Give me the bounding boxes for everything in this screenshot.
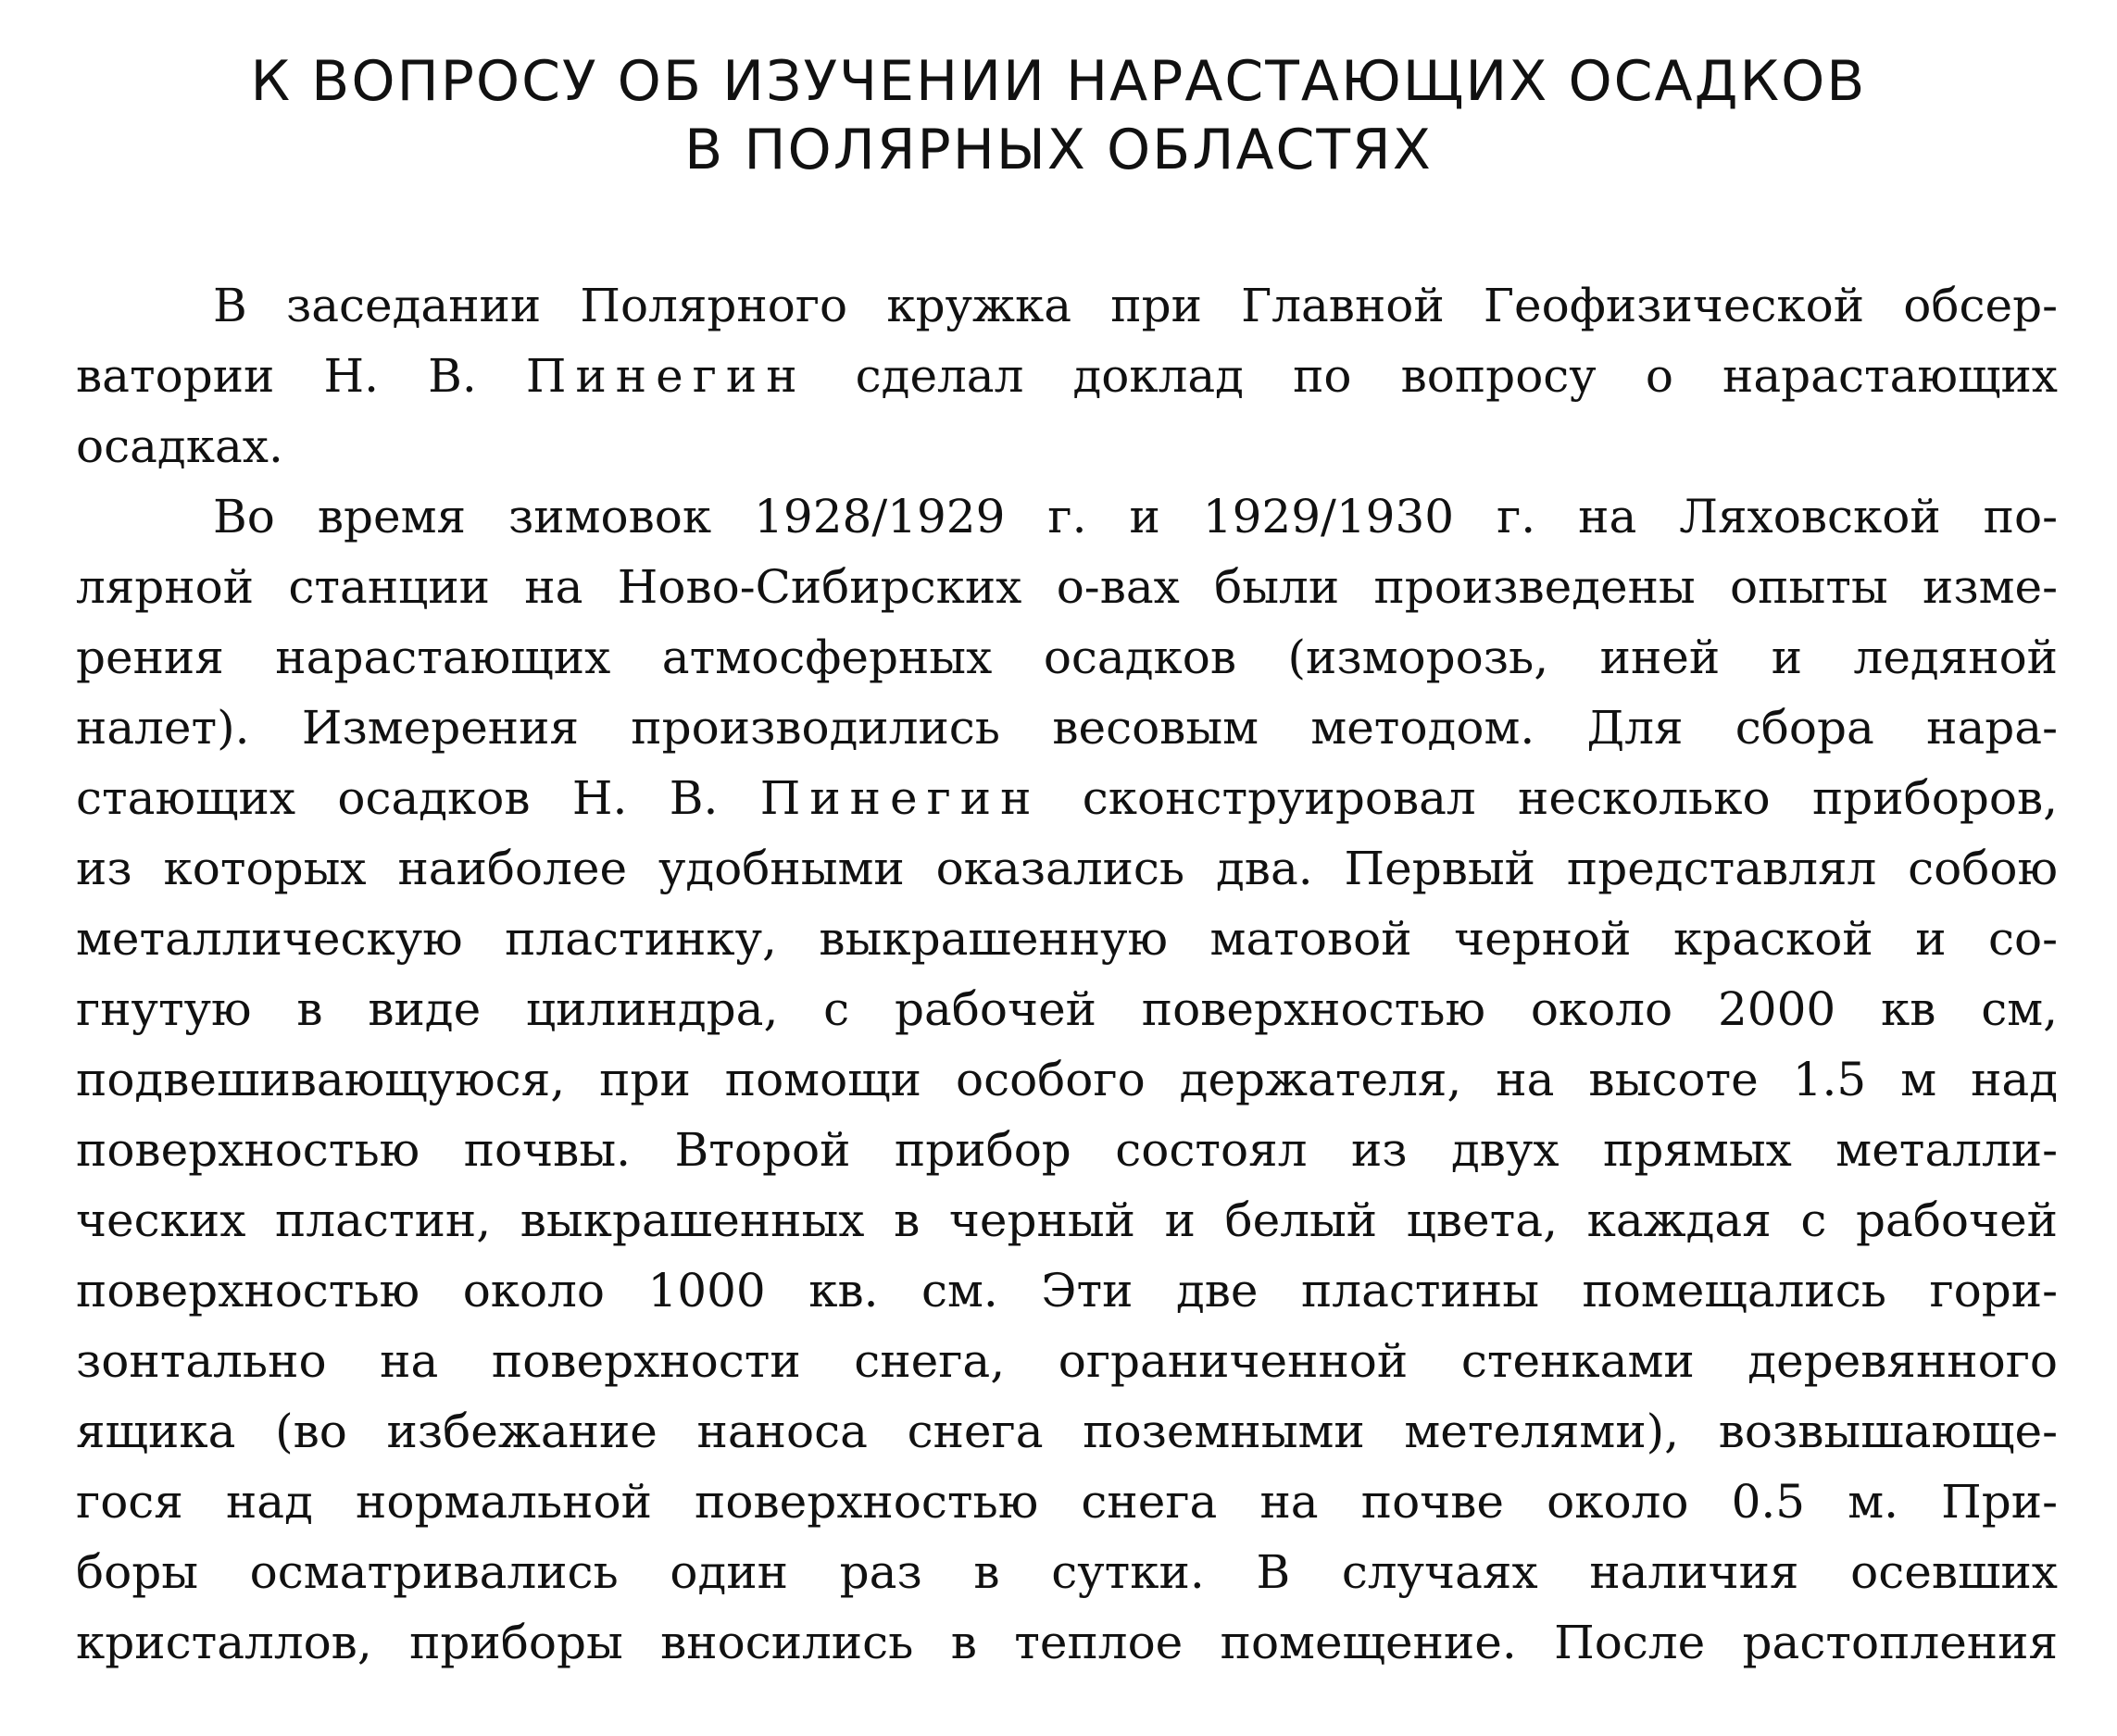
paragraph-2-line-5 <box>76 763 2058 833</box>
paragraph-2-line-9: подвешивающуюся, при помощи особого держателя, на высоте 1.5 м над <box>76 1053 2058 1106</box>
paragraph-1-line-1: В заседании Полярного кружка при Главной Геофизической обсер- <box>213 279 2058 332</box>
title-line-1: К ВОПРОСУ ОБ ИЗУЧЕНИИ НАРАСТАЮЩИХ ОСАДКОВ <box>250 49 1867 114</box>
text-segment: сконструировал несколько приборов, <box>1040 771 2058 825</box>
paragraph-2-line-17: кристаллов, приборы вносились в теплое помещение. После растопления <box>76 1616 2058 1669</box>
text-segment: ватории Н. В. <box>76 349 526 403</box>
text-segment: стающих осадков Н. В. <box>76 771 760 825</box>
paragraph-2-line-6: из которых наиболее удобными оказались два. Первый представлял собою <box>76 842 2058 895</box>
paragraph-1-line-2 <box>76 341 2058 411</box>
author-name: Пинегин <box>525 349 807 403</box>
text-segment: сделал доклад по вопросу о нарастающих <box>806 349 2058 403</box>
paragraph-2-line-7: металлическую пластинку, выкрашенную матовой черной краской и со- <box>76 912 2058 966</box>
paragraph-2-line-12: поверхностью около 1000 кв. см. Эти две пластины помещались гори- <box>76 1264 2058 1318</box>
paragraph-2-line-2: лярной станции на Ново-Сибирских о-вах были произведены опыты изме- <box>76 560 2058 614</box>
paragraph-2-line-13: зонтально на поверхности снега, ограниченной стенками деревянного <box>76 1334 2058 1388</box>
paragraph-2-line-16: боры осматривались один раз в сутки. В случаях наличия осевших <box>76 1545 2058 1599</box>
title-line-2: В ПОЛЯРНЫХ ОБЛАСТЯХ <box>684 118 1433 182</box>
paragraph-2-line-14: ящика (во избежание наноса снега поземными метелями), возвышающе- <box>76 1405 2058 1458</box>
paragraph-1-line-3: осадках. <box>76 419 283 473</box>
paragraph-2-line-11: ческих пластин, выкрашенных в черный и белый цвета, каждая с рабочей <box>76 1193 2058 1247</box>
paragraph-2-line-8: гнутую в виде цилиндра, с рабочей поверхностью около 2000 кв см, <box>76 982 2058 1036</box>
paragraph-2-line-4: налет). Измерения производились весовым методом. Для сбора нара- <box>76 701 2058 755</box>
paragraph-2-line-1: Во время зимовок 1928/1929 г. и 1929/1930 г. на Ляховской по- <box>213 490 2058 543</box>
paragraph-2-line-15: гося над нормальной поверхностью снега на почве около 0.5 м. При- <box>76 1475 2058 1529</box>
paragraph-2-line-10: поверхностью почвы. Второй прибор состоял из двух прямых металли- <box>76 1123 2058 1177</box>
author-name: Пинегин <box>759 771 1041 825</box>
paragraph-2-line-3: рения нарастающих атмосферных осадков (изморозь, иней и ледяной <box>76 631 2058 684</box>
